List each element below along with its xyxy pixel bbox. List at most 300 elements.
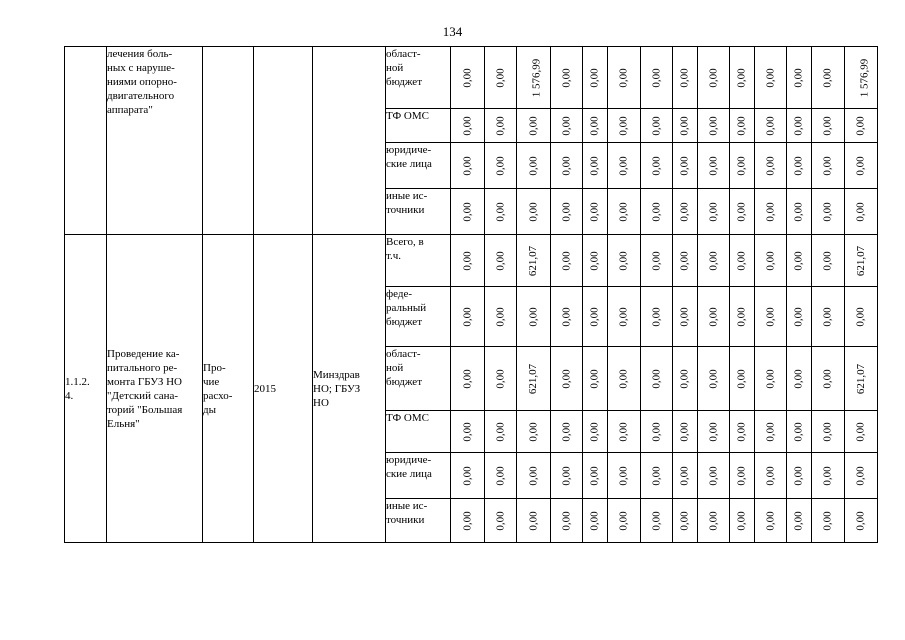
- value-cell: [787, 287, 812, 347]
- value-cell: [485, 347, 517, 411]
- value-cell: [451, 347, 485, 411]
- value-cell: [845, 235, 878, 287]
- year-cell: 2015: [254, 235, 313, 543]
- value-cell: [451, 143, 485, 189]
- value-cell: [698, 47, 730, 109]
- value-text: 0,00: [560, 115, 573, 136]
- value-text: 0,00: [527, 421, 540, 442]
- value-text: 0,00: [764, 250, 777, 271]
- value-cell: [673, 47, 698, 109]
- value-cell: [730, 47, 755, 109]
- funding-source-label: юридиче- ские лица: [386, 143, 451, 189]
- value-cell: [517, 47, 551, 109]
- value-text: 0,00: [618, 465, 630, 486]
- value-text: 0,00: [707, 306, 720, 327]
- value-cell: [787, 453, 812, 499]
- value-text: 0,00: [679, 250, 691, 271]
- page-number: 134: [442, 24, 463, 39]
- value-text: 0,00: [793, 250, 805, 271]
- value-cell: [608, 411, 641, 453]
- value-text: 0,00: [764, 67, 777, 88]
- value-cell: [608, 453, 641, 499]
- value-text: 0,00: [764, 510, 777, 531]
- value-cell: [583, 189, 608, 235]
- value-text: 0,00: [560, 421, 573, 442]
- value-text: 0,00: [527, 306, 540, 327]
- value-text: 0,00: [494, 306, 507, 327]
- value-cell: [485, 109, 517, 143]
- funding-source-label: иные ис- точники: [386, 499, 451, 543]
- value-text: 0,00: [707, 510, 720, 531]
- value-cell: [755, 235, 787, 287]
- value-cell: [755, 411, 787, 453]
- value-text: 0,00: [793, 67, 805, 88]
- value-text: 0,00: [589, 306, 601, 327]
- value-cell: [608, 347, 641, 411]
- value-cell: [517, 109, 551, 143]
- value-text: 0,00: [736, 155, 748, 176]
- value-cell: [551, 287, 583, 347]
- value-cell: [845, 499, 878, 543]
- value-cell: [755, 453, 787, 499]
- value-cell: [812, 411, 845, 453]
- expense-type-cell: Про- чие расхо- ды: [203, 235, 254, 543]
- value-text: 0,00: [461, 67, 474, 88]
- value-cell: [698, 109, 730, 143]
- value-text: 0,00: [855, 510, 867, 531]
- value-cell: [551, 499, 583, 543]
- value-text: 0,00: [707, 67, 720, 88]
- value-cell: [845, 109, 878, 143]
- value-text: 0,00: [494, 67, 507, 88]
- value-text: 0,00: [764, 155, 777, 176]
- value-cell: [787, 189, 812, 235]
- value-cell: [673, 189, 698, 235]
- value-cell: [812, 143, 845, 189]
- value-cell: [608, 189, 641, 235]
- value-text: 0,00: [589, 368, 601, 389]
- value-cell: [673, 287, 698, 347]
- value-cell: [730, 499, 755, 543]
- value-cell: [755, 499, 787, 543]
- value-cell: [812, 453, 845, 499]
- value-cell: [698, 499, 730, 543]
- value-text: 0,00: [736, 201, 748, 222]
- value-text: 0,00: [650, 250, 663, 271]
- value-cell: [608, 499, 641, 543]
- value-text: 0,00: [855, 115, 867, 136]
- value-text: 0,00: [560, 155, 573, 176]
- value-cell: [845, 287, 878, 347]
- value-cell: [673, 453, 698, 499]
- value-cell: [641, 189, 673, 235]
- value-text: 0,00: [650, 201, 663, 222]
- value-text: 0,00: [707, 465, 720, 486]
- value-cell: [845, 47, 878, 109]
- value-cell: [485, 143, 517, 189]
- value-text: 0,00: [855, 465, 867, 486]
- budget-table: [64, 46, 878, 543]
- value-cell: [845, 347, 878, 411]
- value-cell: [845, 411, 878, 453]
- funding-source-label: област- ной бюджет: [386, 347, 451, 411]
- value-text: 0,00: [461, 155, 474, 176]
- value-cell: [698, 189, 730, 235]
- value-text: 0,00: [707, 201, 720, 222]
- value-text: 0,00: [736, 67, 748, 88]
- value-text: 0,00: [855, 306, 867, 327]
- value-text: 0,00: [589, 250, 601, 271]
- value-text: 0,00: [736, 368, 748, 389]
- value-cell: [451, 109, 485, 143]
- value-text: 0,00: [589, 465, 601, 486]
- value-cell: [485, 499, 517, 543]
- value-cell: [551, 347, 583, 411]
- value-text: 0,00: [793, 306, 805, 327]
- value-text: 0,00: [527, 115, 540, 136]
- value-text: 0,00: [736, 115, 748, 136]
- value-text: 0,00: [650, 115, 663, 136]
- value-text: 1 576,99: [530, 58, 543, 97]
- value-text: 0,00: [822, 510, 834, 531]
- value-cell: [517, 347, 551, 411]
- value-cell: [451, 287, 485, 347]
- value-text: 0,00: [793, 421, 805, 442]
- value-text: 0,00: [494, 250, 507, 271]
- value-text: 0,00: [461, 510, 474, 531]
- value-cell: [608, 143, 641, 189]
- value-text: 0,00: [764, 368, 777, 389]
- value-text: 0,00: [618, 421, 630, 442]
- value-cell: [583, 499, 608, 543]
- value-text: 0,00: [793, 510, 805, 531]
- value-cell: [583, 411, 608, 453]
- value-text: 0,00: [764, 115, 777, 136]
- value-cell: [845, 453, 878, 499]
- value-cell: [730, 453, 755, 499]
- funding-source-label: област- ной бюджет: [386, 47, 451, 109]
- value-text: 0,00: [494, 115, 507, 136]
- value-text: 0,00: [822, 250, 834, 271]
- value-text: 0,00: [461, 306, 474, 327]
- value-text: 0,00: [736, 421, 748, 442]
- value-text: 0,00: [707, 115, 720, 136]
- value-text: 0,00: [618, 368, 630, 389]
- value-cell: [551, 109, 583, 143]
- value-text: 0,00: [736, 465, 748, 486]
- item-number-cell: [65, 47, 107, 235]
- value-text: 0,00: [461, 368, 474, 389]
- value-text: 0,00: [707, 250, 720, 271]
- value-text: 0,00: [494, 510, 507, 531]
- value-text: 0,00: [461, 421, 474, 442]
- value-text: 0,00: [679, 510, 691, 531]
- value-text: 0,00: [855, 201, 867, 222]
- value-cell: [787, 347, 812, 411]
- value-text: 0,00: [589, 155, 601, 176]
- value-text: 0,00: [822, 421, 834, 442]
- value-cell: [641, 143, 673, 189]
- value-cell: [551, 189, 583, 235]
- value-text: 0,00: [527, 465, 540, 486]
- value-text: 621,07: [527, 245, 540, 276]
- value-cell: [608, 109, 641, 143]
- value-text: 0,00: [618, 115, 630, 136]
- value-cell: [451, 453, 485, 499]
- value-cell: [755, 189, 787, 235]
- value-text: 0,00: [793, 201, 805, 222]
- value-cell: [698, 347, 730, 411]
- value-cell: [641, 499, 673, 543]
- value-cell: [673, 347, 698, 411]
- value-text: 0,00: [793, 465, 805, 486]
- value-cell: [608, 287, 641, 347]
- funding-source-label: ТФ ОМС: [386, 109, 451, 143]
- value-cell: [485, 189, 517, 235]
- value-text: 0,00: [589, 510, 601, 531]
- value-text: 0,00: [679, 67, 691, 88]
- value-cell: [517, 143, 551, 189]
- value-cell: [583, 453, 608, 499]
- value-cell: [641, 235, 673, 287]
- value-cell: [730, 347, 755, 411]
- value-cell: [730, 109, 755, 143]
- value-cell: [812, 235, 845, 287]
- value-text: 0,00: [764, 306, 777, 327]
- value-text: 0,00: [679, 368, 691, 389]
- value-text: 0,00: [679, 421, 691, 442]
- value-text: 0,00: [822, 368, 834, 389]
- value-cell: [583, 143, 608, 189]
- value-cell: [517, 453, 551, 499]
- value-text: 0,00: [822, 465, 834, 486]
- value-cell: [608, 47, 641, 109]
- value-cell: [517, 189, 551, 235]
- value-text: 0,00: [855, 155, 867, 176]
- value-cell: [698, 287, 730, 347]
- value-text: 0,00: [855, 421, 867, 442]
- value-text: 0,00: [822, 67, 834, 88]
- value-cell: [641, 411, 673, 453]
- value-cell: [787, 143, 812, 189]
- value-text: 0,00: [618, 155, 630, 176]
- value-text: 0,00: [494, 155, 507, 176]
- value-cell: [755, 287, 787, 347]
- value-cell: [485, 47, 517, 109]
- value-cell: [787, 411, 812, 453]
- value-cell: [673, 235, 698, 287]
- value-text: 0,00: [707, 368, 720, 389]
- value-text: 0,00: [560, 201, 573, 222]
- value-cell: [812, 287, 845, 347]
- value-cell: [451, 235, 485, 287]
- value-cell: [698, 453, 730, 499]
- value-cell: [787, 235, 812, 287]
- value-text: 0,00: [527, 510, 540, 531]
- value-text: 0,00: [618, 201, 630, 222]
- value-text: 0,00: [650, 510, 663, 531]
- value-text: 0,00: [679, 465, 691, 486]
- year-cell: [254, 47, 313, 235]
- value-cell: [730, 143, 755, 189]
- value-cell: [812, 47, 845, 109]
- value-cell: [551, 235, 583, 287]
- value-cell: [698, 143, 730, 189]
- value-cell: [755, 47, 787, 109]
- funding-source-label: ТФ ОМС: [386, 411, 451, 453]
- value-cell: [517, 235, 551, 287]
- value-cell: [608, 235, 641, 287]
- table-row: [65, 235, 878, 287]
- value-text: 0,00: [650, 465, 663, 486]
- funding-source-label: феде- ральный бюджет: [386, 287, 451, 347]
- value-cell: [517, 411, 551, 453]
- value-cell: [673, 109, 698, 143]
- value-text: 0,00: [560, 465, 573, 486]
- value-text: 0,00: [589, 421, 601, 442]
- executor-cell: [313, 47, 386, 235]
- value-cell: [641, 347, 673, 411]
- item-number-cell: 1.1.2. 4.: [65, 235, 107, 543]
- value-cell: [485, 235, 517, 287]
- value-text: 0,00: [822, 306, 834, 327]
- item-name-cell: Проведение ка- питального ре- монта ГБУЗ НО "Детский сана- торий "Большая Ельня": [107, 235, 203, 543]
- item-name-cell: лечения боль- ных с наруше- ниями опорно- двигательного аппарата": [107, 47, 203, 235]
- value-text: 0,00: [560, 510, 573, 531]
- value-cell: [812, 109, 845, 143]
- value-text: 0,00: [822, 155, 834, 176]
- value-cell: [641, 109, 673, 143]
- value-text: 0,00: [679, 201, 691, 222]
- value-text: 0,00: [589, 115, 601, 136]
- value-cell: [812, 499, 845, 543]
- value-cell: [755, 109, 787, 143]
- value-cell: [551, 47, 583, 109]
- value-cell: [551, 411, 583, 453]
- value-text: 0,00: [618, 67, 630, 88]
- value-text: 621,07: [527, 363, 540, 394]
- value-cell: [755, 143, 787, 189]
- value-text: 621,07: [855, 245, 867, 276]
- expense-type-cell: [203, 47, 254, 235]
- value-cell: [673, 143, 698, 189]
- value-text: 0,00: [736, 510, 748, 531]
- value-cell: [787, 499, 812, 543]
- value-cell: [787, 47, 812, 109]
- value-text: 0,00: [461, 201, 474, 222]
- value-text: 0,00: [650, 155, 663, 176]
- value-cell: [451, 47, 485, 109]
- value-cell: [583, 235, 608, 287]
- value-cell: [583, 47, 608, 109]
- value-text: 0,00: [494, 368, 507, 389]
- value-cell: [551, 453, 583, 499]
- value-text: 0,00: [618, 306, 630, 327]
- value-text: 0,00: [650, 67, 663, 88]
- value-cell: [673, 499, 698, 543]
- value-text: 0,00: [764, 201, 777, 222]
- value-cell: [641, 287, 673, 347]
- table-row: [65, 47, 878, 109]
- value-text: 621,07: [855, 363, 867, 394]
- value-text: 0,00: [650, 306, 663, 327]
- value-cell: [698, 411, 730, 453]
- value-text: 0,00: [461, 465, 474, 486]
- value-cell: [517, 287, 551, 347]
- value-cell: [485, 411, 517, 453]
- value-cell: [812, 347, 845, 411]
- value-text: 0,00: [560, 67, 573, 88]
- value-text: 0,00: [764, 421, 777, 442]
- value-text: 0,00: [618, 510, 630, 531]
- value-text: 0,00: [494, 421, 507, 442]
- value-cell: [583, 109, 608, 143]
- value-text: 0,00: [618, 250, 630, 271]
- value-cell: [673, 411, 698, 453]
- value-cell: [730, 287, 755, 347]
- value-text: 0,00: [707, 421, 720, 442]
- value-cell: [730, 189, 755, 235]
- value-text: 0,00: [560, 368, 573, 389]
- value-text: 1 576,99: [858, 58, 871, 97]
- value-cell: [485, 287, 517, 347]
- value-cell: [755, 347, 787, 411]
- value-text: 0,00: [793, 155, 805, 176]
- value-text: 0,00: [822, 115, 834, 136]
- value-cell: [451, 499, 485, 543]
- value-cell: [451, 411, 485, 453]
- value-cell: [787, 109, 812, 143]
- value-text: 0,00: [793, 368, 805, 389]
- value-cell: [583, 347, 608, 411]
- value-cell: [730, 411, 755, 453]
- value-text: 0,00: [650, 421, 663, 442]
- value-text: 0,00: [679, 155, 691, 176]
- value-cell: [517, 499, 551, 543]
- value-text: 0,00: [736, 250, 748, 271]
- value-text: 0,00: [527, 201, 540, 222]
- value-text: 0,00: [793, 115, 805, 136]
- value-cell: [698, 235, 730, 287]
- value-cell: [451, 189, 485, 235]
- value-text: 0,00: [650, 368, 663, 389]
- value-text: 0,00: [822, 201, 834, 222]
- executor-cell: Минздрав НО; ГБУЗ НО: [313, 235, 386, 543]
- value-text: 0,00: [679, 306, 691, 327]
- value-text: 0,00: [494, 201, 507, 222]
- value-text: 0,00: [679, 115, 691, 136]
- value-cell: [812, 189, 845, 235]
- value-text: 0,00: [589, 201, 601, 222]
- value-text: 0,00: [736, 306, 748, 327]
- funding-source-label: Всего, в т.ч.: [386, 235, 451, 287]
- funding-source-label: иные ис- точники: [386, 189, 451, 235]
- value-text: 0,00: [461, 115, 474, 136]
- value-text: 0,00: [527, 155, 540, 176]
- value-text: 0,00: [707, 155, 720, 176]
- value-text: 0,00: [461, 250, 474, 271]
- value-cell: [583, 287, 608, 347]
- value-cell: [845, 189, 878, 235]
- value-cell: [551, 143, 583, 189]
- value-cell: [641, 453, 673, 499]
- value-cell: [845, 143, 878, 189]
- value-text: 0,00: [560, 306, 573, 327]
- value-cell: [485, 453, 517, 499]
- value-text: 0,00: [589, 67, 601, 88]
- value-cell: [641, 47, 673, 109]
- funding-source-label: юридиче- ские лица: [386, 453, 451, 499]
